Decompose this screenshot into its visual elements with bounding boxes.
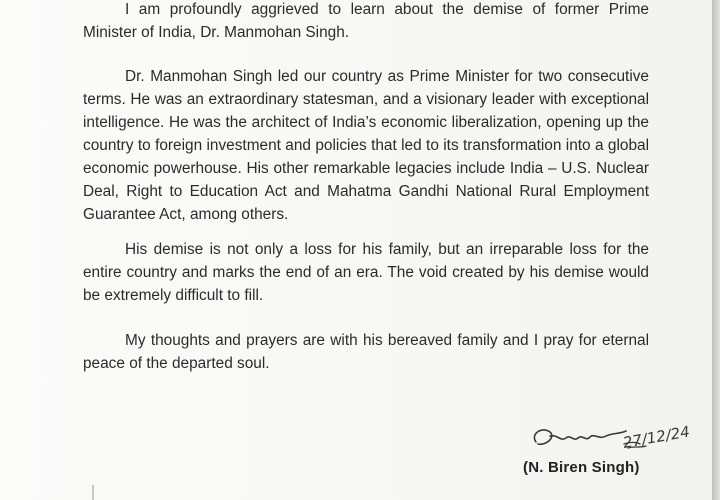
paragraph-legacy: Dr. Manmohan Singh led our country as Prime Minister for two consecutive terms. He was an extraordinary statesman, and a visionary leader with exceptional intelligence. He was the architect of India’s economic liberalization, opening up the country to foreign investment and policies that led to its transformation into a global economic powerhouse. His other remarkable legacies include India – U.S. Nuclear Deal, Right to Education Act and Mahatma Gandhi National Rural Employment Guarantee Act, among others. — [83, 68, 649, 223]
page-edge-shadow — [712, 0, 720, 500]
page-mark — [92, 485, 108, 500]
paragraph-prayers: My thoughts and prayers are with his bereaved family and I pray for eternal peace of the departed soul. — [83, 332, 649, 372]
paragraph-loss: His demise is not only a loss for his family, but an irreparable loss for the entire country and marks the end of an era. The void created by his demise would be extremely difficult to fill. — [83, 241, 649, 304]
paragraph-condolence-opening: I am profoundly aggrieved to learn about the demise of former Prime Minister of India, Dr. Manmohan Singh. — [83, 1, 649, 41]
signature-date: 27/12/24 — [621, 422, 692, 452]
signatory-name: (N. Biren Singh) — [523, 459, 640, 476]
